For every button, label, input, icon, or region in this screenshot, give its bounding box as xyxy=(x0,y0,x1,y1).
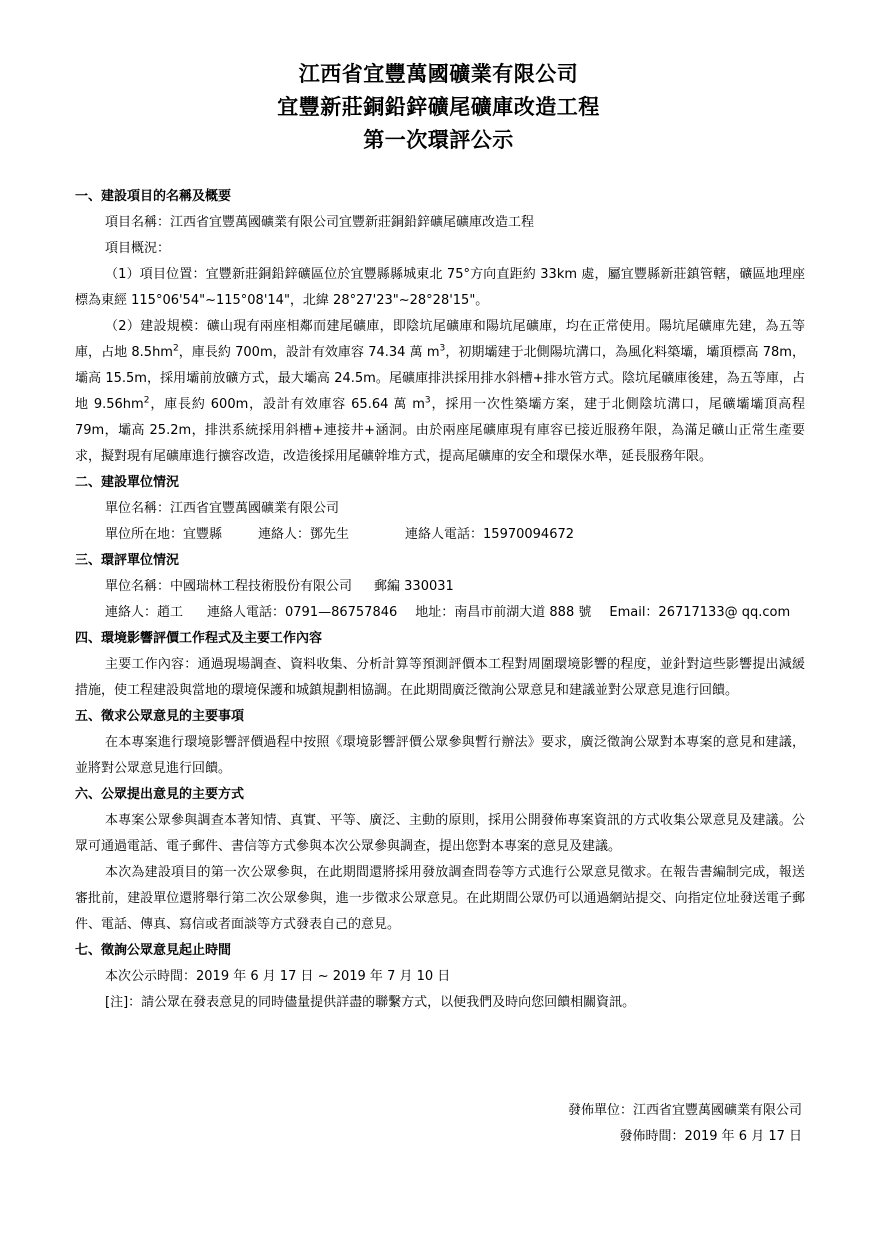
section-4-body: 主要工作內容：通過現場調查、資料收集、分析計算等預測評價本工程對周圍環境影響的程度，並針對這些影響提出減緩措施，使工程建設與當地的環境保護和城鎮規劃相協調。在此期間廣泛徵詢公眾意見和建議並對公眾意見進行回饋。 xyxy=(75,657,805,698)
section-2-heading: 二、建設單位情況 xyxy=(75,475,180,490)
title-project: 宜豐新莊銅鉛鋅礦尾礦庫改造工程 xyxy=(277,95,600,119)
sup-cubed-2: 3 xyxy=(424,395,431,406)
builder-phone: 連絡人電話：15970094672 xyxy=(405,527,575,542)
document-body xyxy=(75,184,805,1016)
section-3-heading: 三、環評單位情況 xyxy=(75,553,180,568)
scale-text-d: ，庫長約 600m，設計有效庫容 65.64 萬 m xyxy=(149,397,425,412)
project-scale xyxy=(75,314,805,470)
scale-text-c: ，初期壩建于北側陽坑溝口，為風化料築壩，壩頂標高 78m，壩高 15.5m，採用壩前放礦方式，最大壩高 24.5m。尾礦庫排洪採用排水斜槽+排水管方式。陰坑尾礦庫後建，為五等庫，占地 9.56hm xyxy=(75,345,805,412)
project-location: （1）項目位置：宜豐新莊銅鉛鋅礦區位於宜豐縣縣城東北 75°方向直距約 33km 處，屬宜豐縣新莊鎮管轄，礦區地理座標為東經 115°06'54"~115°08'14"，北緯 28°27'23"~28°28'15"。 xyxy=(75,267,805,308)
builder-info-row xyxy=(75,522,805,548)
project-overview-label: 項目概況： xyxy=(105,241,171,256)
eia-phone: 連絡人電話：0791—86757846 xyxy=(207,605,398,620)
section-7-heading: 七、徵詢公眾意見起止時間 xyxy=(75,943,232,958)
builder-name: 單位名稱：江西省宜豐萬國礦業有限公司 xyxy=(105,501,340,516)
publisher: 發佈單位：江西省宜豐萬國礦業有限公司 xyxy=(567,1103,802,1118)
eia-contact-row xyxy=(75,600,805,626)
section-6-body-1: 本專案公眾參與調查本著知情、真實、平等、廣泛、主動的原則，採用公開發佈專案資訊的方式收集公眾意見及建議。公眾可通過電話、電子郵件、書信等方式參與本次公眾參與調查，提出您對本專案的意見及建議。 xyxy=(75,813,805,854)
section-6-body-2: 本次為建設項目的第一次公眾參與，在此期間還將採用發放調查問卷等方式進行公眾意見徵求。在報告書編制完成，報送審批前，建設單位還將舉行第二次公眾參與，進一步徵求公眾意見。在此期間公眾仍可以通過網站提交、向指定位址發送電子郵件、電話、傳真、寫信或者面談等方式發表自己的意見。 xyxy=(75,865,805,932)
title-block xyxy=(0,58,877,157)
sup-squared-2: 2 xyxy=(143,395,150,406)
eia-address: 地址：南昌市前湖大道 888 號 xyxy=(415,605,592,620)
eia-unit-name: 單位名稱：中國瑞林工程技術股份有限公司 xyxy=(105,579,353,594)
project-name: 項目名稱：江西省宜豐萬國礦業有限公司宜豐新莊銅鉛鋅礦尾礦庫改造工程 xyxy=(105,215,535,230)
notice-period: 本次公示時間：2019 年 6 月 17 日 ~ 2019 年 7 月 10 日 xyxy=(105,969,451,984)
title-notice: 第一次環評公示 xyxy=(363,128,514,152)
sup-cubed-1: 3 xyxy=(439,343,446,354)
publish-date: 發佈時間：2019 年 6 月 17 日 xyxy=(619,1129,802,1144)
eia-unit-zip: 郵編 330031 xyxy=(374,579,454,594)
builder-contact: 連絡人：鄧先生 xyxy=(258,527,350,542)
eia-contact: 連絡人：趙工 xyxy=(105,605,184,620)
section-5-body: 在本專案進行環境影響評價過程中按照《環境影響評價公眾參與暫行辦法》要求，廣泛徵詢公眾對本專案的意見和建議，並將對公眾意見進行回饋。 xyxy=(75,735,805,776)
section-5-heading: 五、徵求公眾意見的主要事項 xyxy=(75,709,245,724)
scale-text-b: ，庫長約 700m，設計有效庫容 74.34 萬 m xyxy=(178,345,440,360)
section-6-heading: 六、公眾提出意見的主要方式 xyxy=(75,787,245,802)
builder-address: 單位所在地：宜豐縣 xyxy=(105,527,223,542)
section-4-heading: 四、環境影響評價工作程式及主要工作內容 xyxy=(75,631,323,646)
sup-squared-1: 2 xyxy=(172,343,179,354)
notice-note: [注]：請公眾在發表意見的同時儘量提供詳盡的聯繫方式，以便我們及時向您回饋相關資訊。 xyxy=(105,995,636,1010)
title-company: 江西省宜豐萬國礦業有限公司 xyxy=(298,62,579,86)
eia-email: Email：26717133@ qq.com xyxy=(609,605,791,620)
section-1-heading: 一、建設項目的名稱及概要 xyxy=(75,189,232,204)
scale-text-e: ，採用一次性築壩方案，建于北側陰坑溝口，尾礦壩壩頂高程 79m，壩高 25.2m，排洪系統採用斜槽+連接井+涵洞。由於兩座尾礦庫現有庫容已接近服務年限，為滿足礦山正常生產要求，擬對現有尾礦庫進行擴容改造，改造後採用尾礦幹堆方式，提高尾礦庫的安全和環保水準，延長服務年限。 xyxy=(75,397,805,464)
eia-unit-row xyxy=(75,574,805,600)
scale-text-a: （2）建設規模：礦山現有兩座相鄰而建尾礦庫，即陰坑尾礦庫和陽坑尾礦庫，均在正常使用。陽坑尾礦庫先建，為五等庫，占地 8.5hm xyxy=(75,319,805,360)
